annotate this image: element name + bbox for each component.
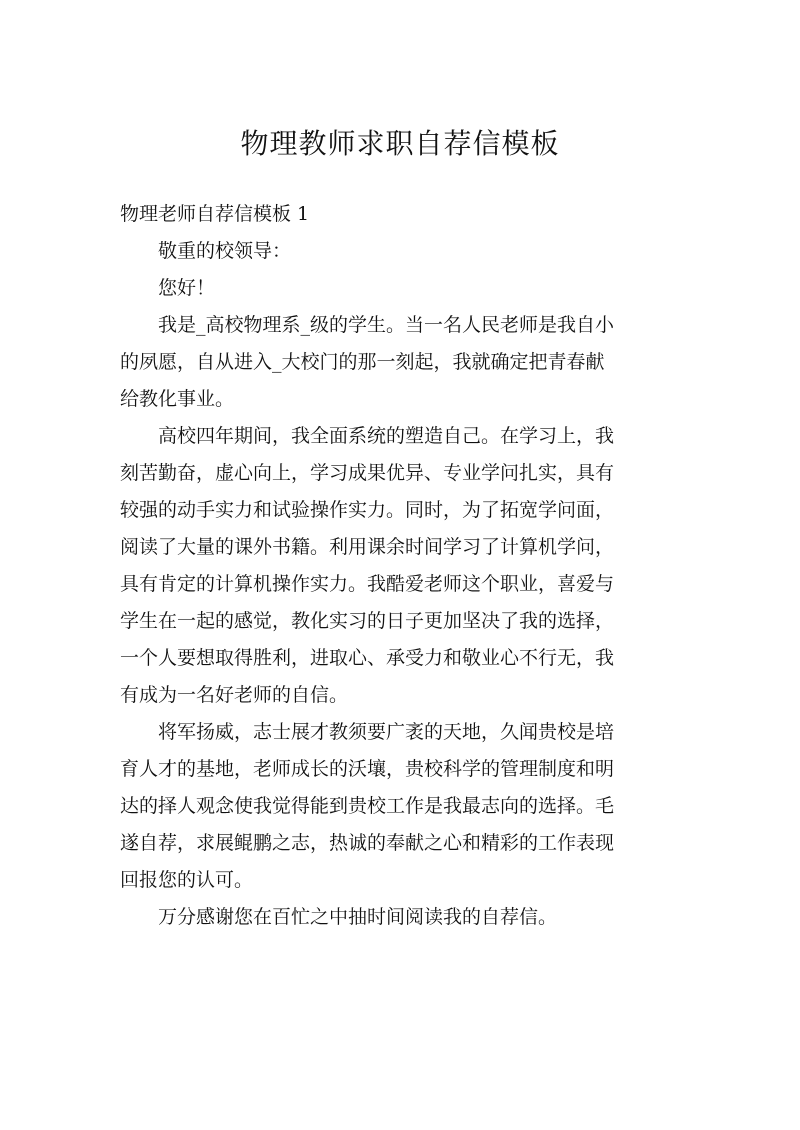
text-line: 一个人要想取得胜利，进取心、承受力和敬业心不行无，我 [120,647,615,669]
text-line: 刻苦勤奋，虚心向上，学习成果优异、专业学问扎实，具有 [120,462,615,484]
text-line: 有成为一名好老师的自信。 [120,684,349,706]
text-line: 学生在一起的感觉，教化实习的日子更加坚决了我的选择， [120,610,615,632]
section-heading: 物理老师自荐信模板 1 [120,203,310,225]
text-line: 育人才的基地，老师成长的沃壤，贵校科学的管理制度和明 [120,758,615,780]
text-line: 遂自荐，求展鲲鹏之志，热诚的奉献之心和精彩的工作表现 [120,832,615,854]
text-line: 给教化事业。 [120,388,235,410]
text-line: 高校四年期间，我全面系统的塑造自己。在学习上，我 [120,425,615,447]
text-line: 较强的动手实力和试验操作实力。同时，为了拓宽学问面， [120,499,615,521]
text-line: 达的择人观念使我觉得能到贵校工作是我最志向的选择。毛 [120,795,615,817]
text-line: 您好！ [120,277,216,299]
text-line: 阅读了大量的课外书籍。利用课余时间学习了计算机学问， [120,536,615,558]
text-line: 我是_高校物理系_级的学生。当一名人民老师是我自小 [120,314,615,336]
text-line: 具有肯定的计算机操作实力。我酷爱老师这个职业，喜爱与 [120,573,615,595]
document-title: 物理教师求职自荐信模板 [240,127,560,160]
text-line: 敬重的校领导： [120,240,292,262]
text-line: 将军扬威，志士展才教须要广袤的天地，久闻贵校是培 [120,721,615,743]
document-body [120,196,682,936]
text-line: 万分感谢您在百忙之中抽时间阅读我的自荐信。 [120,906,558,928]
text-line: 的夙愿，自从进入_大校门的那一刻起，我就确定把青春献 [120,351,605,373]
text-line: 回报您的认可。 [120,869,254,891]
